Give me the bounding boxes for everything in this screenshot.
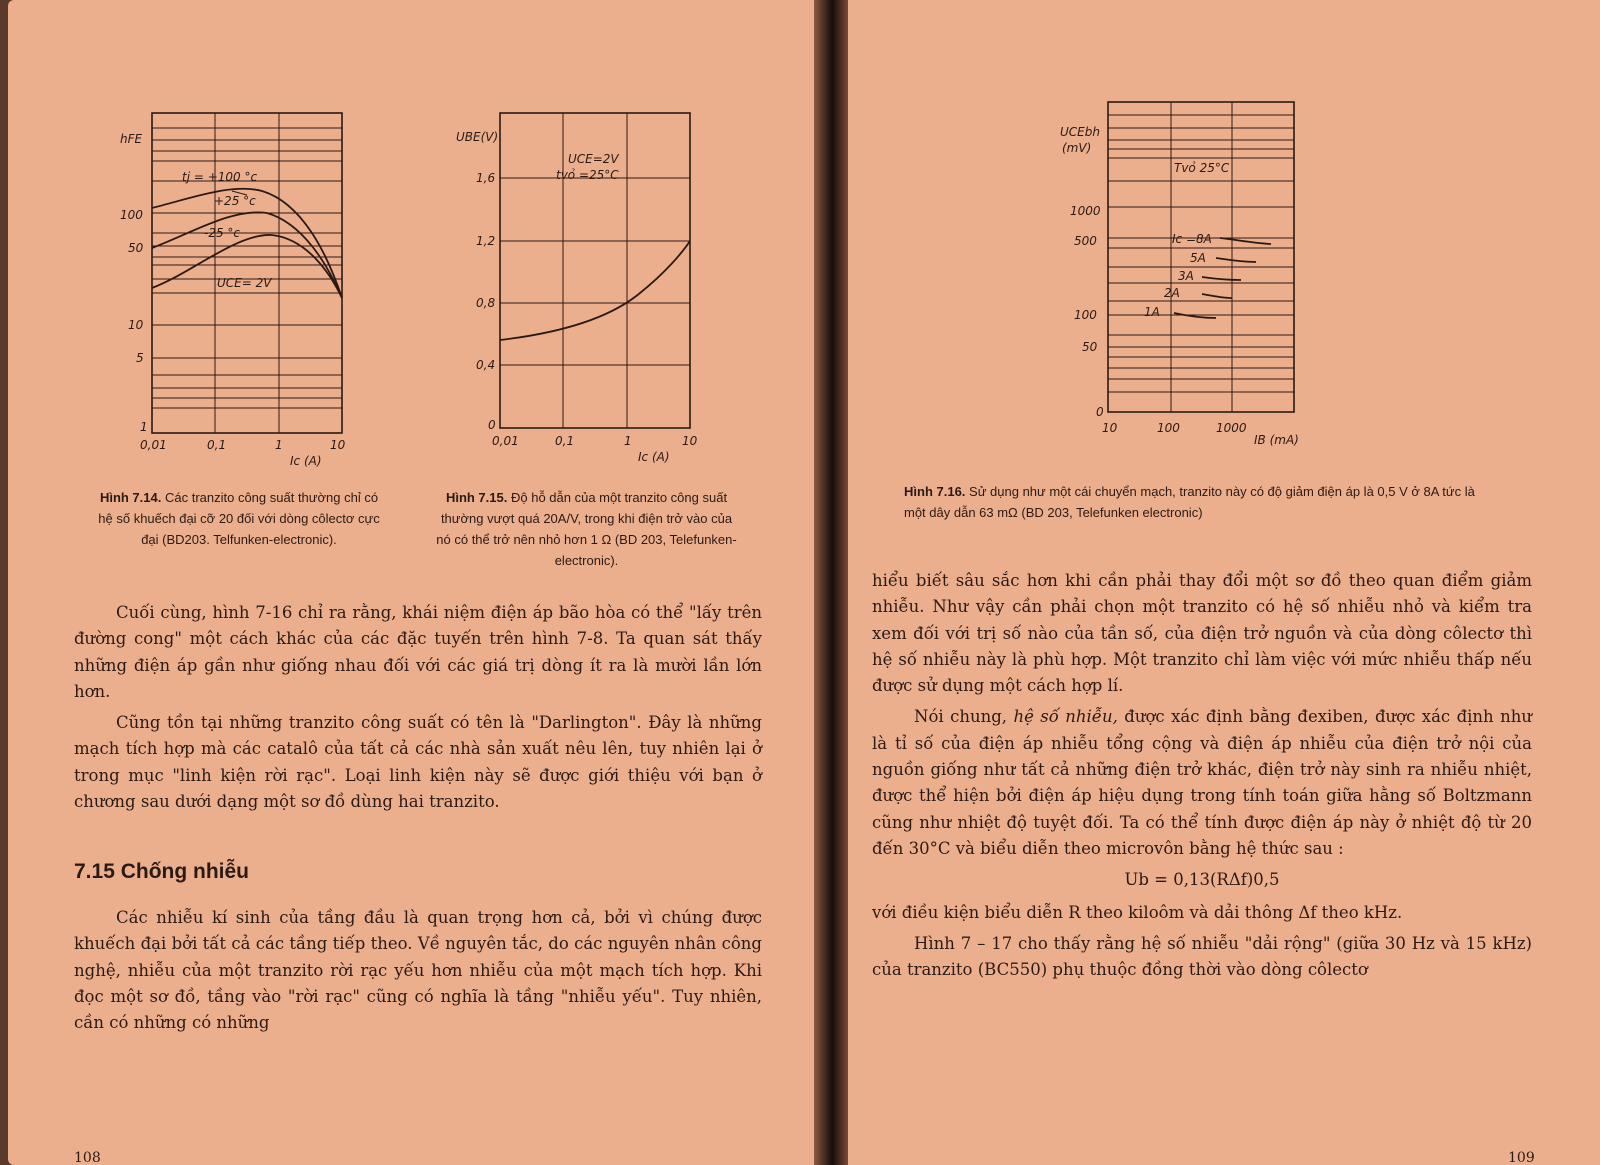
caption-label: Hình 7.16. [904, 484, 966, 499]
fig716-ylabel: (mV) [1062, 141, 1092, 155]
right-page-number: 109 [1508, 1150, 1535, 1165]
fig714-curve-label: -25 °c [204, 226, 241, 240]
left-page [8, 0, 814, 1165]
fig714-annotation: UCE= 2V [217, 276, 272, 290]
fig716-ytick: 0 [1096, 405, 1104, 419]
fig715-ylabel: UBE(V) [456, 130, 499, 144]
fig715-xtick: 10 [682, 434, 698, 448]
fig715-ytick: 0,8 [476, 296, 496, 310]
defined-term: hệ số nhiễu, [1013, 707, 1118, 727]
fig714-xtick: 0,1 [207, 438, 227, 452]
fig716-curve-label: 5A [1190, 251, 1206, 265]
fig715-ytick: 0,4 [476, 358, 496, 372]
fig714-ytick: 10 [128, 318, 144, 332]
fig714-xtick: 1 [275, 438, 283, 452]
fig716-curve-label: 2A [1164, 286, 1180, 300]
fig715-xlabel: Ic (A) [638, 450, 670, 464]
fig715-annotation: tvỏ =25°C [556, 168, 619, 182]
fig716-ylabel: UCEbh [1060, 125, 1100, 139]
figure-7-15-chart [448, 105, 718, 475]
book-spine [814, 0, 848, 1165]
figure-7-15-caption [434, 487, 739, 571]
fig714-ylabel: hFE [120, 132, 143, 146]
paragraph: Hình 7 – 17 cho thấy rằng hệ số nhiễu "dải rộng" (giữa 30 Hz và 15 kHz) của tranzito (BC550) phụ thuộc đồng thời vào dòng côlectơ [872, 933, 1532, 980]
paragraph: Cũng tồn tại những tranzito công suất có tên là "Darlington". Đây là những mạch tích hợp mà các catalô của tất cả các nhà sản xuất nêu lên, tuy nhiên lại ở trong mục "linh kiện rời rạc". Loại linh kiện này sẽ được giới thiệu với bạn ở chương sau dưới dạng một sơ đồ dùng hai tranzito. [74, 713, 762, 812]
caption-text: Sử dụng như một cái chuyển mạch, tranzito này có độ giảm điện áp là 0,5 V ở 8A tức là một dây dẫn 63 mΩ (BD 203, Telefunken electronic) [904, 484, 1475, 520]
fig715-ytick: 1,2 [476, 234, 496, 248]
fig715-ytick: 1,6 [476, 171, 496, 185]
figure-7-16-chart [1044, 92, 1374, 462]
fig716-curve-label: 1A [1144, 305, 1160, 319]
formula: Ub = 0,13(RΔf)0,5 [1124, 870, 1280, 890]
paragraph: Các nhiễu kí sinh của tầng đầu là quan trọng hơn cả, bởi vì chúng được khuếch đại bởi tất cả các tầng tiếp theo. Về nguyên tắc, do các nguyên nhân công nghệ, nhiễu của một tranzito rời rạc yếu hơn nhiễu của một mạch tích hợp. Khi đọc một sơ đồ, tầng vào "rời rạc" cũng có nghĩa là tầng "nhiễu yếu". Tuy nhiên, cần có những có những [74, 908, 762, 1033]
figure-7-14-chart [100, 105, 370, 475]
fig716-xtick: 10 [1102, 421, 1118, 435]
paragraph: hiểu biết sâu sắc hơn khi cần phải thay đổi một sơ đồ theo quan điểm giảm nhiễu. Như vậy cần phải chọn một tranzito có hệ số nhiễu nhỏ và kiểm tra xem đối với trị số nào của tần số, của điện trở nguồn và của dòng côlectơ thì hệ số nhiễu này là phù hợp. Một tranzito chỉ làm việc với mức nhiễu thấp nếu được sử dụng một cách hợp lí. [872, 571, 1532, 696]
right-body-text [872, 568, 1532, 988]
fig714-xtick: 0,01 [140, 438, 167, 452]
fig714-ytick: 100 [120, 208, 143, 222]
left-body-text-bottom [74, 905, 762, 1041]
fig715-xtick: 0,01 [492, 434, 519, 448]
left-body-text-top [74, 600, 762, 820]
fig714-curve-label: tj = +100 °c [182, 170, 258, 184]
figure-7-16-caption [904, 481, 1494, 523]
figure-7-14-caption [94, 487, 384, 550]
fig714-ytick: 5 [136, 351, 144, 365]
paragraph: với điều kiện biểu diễn R theo kiloôm và dải thông Δf theo kHz. [872, 902, 1403, 922]
fig716-ytick: 500 [1074, 234, 1097, 248]
fig714-xtick: 10 [330, 438, 346, 452]
fig716-xtick: 100 [1157, 421, 1180, 435]
right-page [848, 0, 1600, 1165]
fig716-ytick: 100 [1074, 308, 1097, 322]
fig715-xtick: 0,1 [555, 434, 575, 448]
fig714-curve-label: +25 °c [214, 194, 256, 208]
paragraph: Cuối cùng, hình 7-16 chỉ ra rằng, khái niệm điện áp bão hòa có thể "lấy trên đường cong" một cách khác của các đặc tuyến trên hình 7-8. Ta quan sát thấy những điện áp gần như giống nhau đối với các giá trị dòng ít ra là mười lần lớn hơn. [74, 603, 762, 701]
fig714-ytick: 1 [140, 420, 148, 434]
fig716-ytick: 1000 [1070, 204, 1101, 218]
paragraph [872, 704, 1532, 862]
fig716-curve-label: 3A [1178, 269, 1194, 283]
fig715-xtick: 1 [624, 434, 632, 448]
fig716-xtick: 1000 [1216, 421, 1247, 435]
fig716-annotation: Tvỏ 25°C [1174, 161, 1230, 175]
caption-text: Độ hỗ dẫn của một tranzito công suất thường vượt quá 20A/V, trong khi điện trở vào của nó có thể trở nên nhỏ hơn 1 Ω (BD 203, Telefunken-electronic). [436, 490, 737, 568]
fig716-ytick: 50 [1082, 340, 1098, 354]
caption-label: Hình 7.15. [445, 490, 508, 505]
left-page-number: 108 [74, 1150, 101, 1165]
caption-text: Các tranzito công suất thường chỉ có hệ số khuếch đại cỡ 20 đối với dòng côlectơ cực đại (BD203. Telfunken-electronic). [98, 490, 380, 547]
fig714-xlabel: Ic (A) [290, 454, 322, 468]
paragraph-rest: được xác định bằng đexiben, được xác định như là tỉ số của điện áp nhiễu tổng cộng và điện áp nhiễu của điện trở nội của nguồn giống như tất cả những điện trở khác, điện trở này sinh ra nhiễu nhiệt, được thể hiện bởi điện áp hiệu dụng trong tính toán giữa hằng số Boltzmann cũng như nhiệt độ tuyệt đối. Ta có thể tính được điện áp này ở nhiệt độ từ 20 đến 30°C và biểu diễn theo microvôn bằng hệ thức sau : [872, 707, 1532, 858]
fig714-ytick: 50 [128, 241, 144, 255]
fig715-annotation: UCE=2V [568, 152, 619, 166]
caption-label: Hình 7.14. [99, 490, 162, 505]
paragraph-start: Nói chung, [914, 707, 1008, 727]
fig716-curve-label: Ic =8A [1172, 232, 1212, 246]
fig715-ytick: 0 [488, 418, 496, 432]
fig716-xlabel: IB (mA) [1254, 433, 1299, 447]
section-heading: 7.15 Chống nhiễu [74, 860, 250, 883]
